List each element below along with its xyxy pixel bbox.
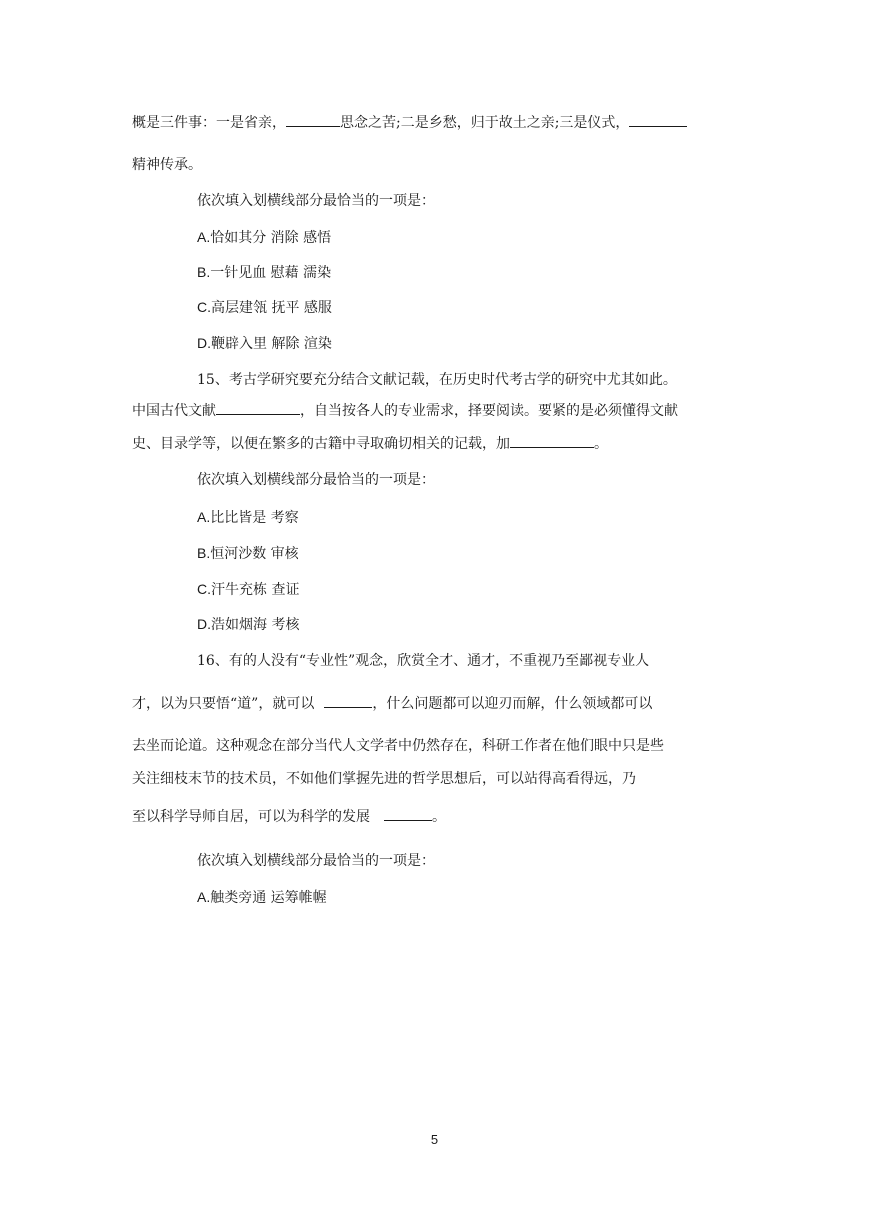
answer-blank xyxy=(629,112,687,127)
paragraph-line xyxy=(132,693,652,714)
page-number: 5 xyxy=(430,1132,439,1147)
answer-blank xyxy=(286,112,340,127)
text-segment: 。 xyxy=(432,809,446,825)
text-segment: 。 xyxy=(594,436,608,452)
option-b: B.恒河沙数 审核 xyxy=(197,545,299,562)
text-segment: 概是三件事：一是省亲， xyxy=(132,115,286,131)
answer-blank xyxy=(216,400,300,415)
paragraph-line: 关注细枝末节的技术员，不如他们掌握先进的哲学思想后，可以站得高看得远，乃 xyxy=(132,771,636,787)
option-d: D.鞭辟入里 解除 渲染 xyxy=(197,335,332,352)
paragraph-line xyxy=(132,400,678,421)
paragraph-line: 去坐而论道。这种观念在部分当代人文学者中仍然存在，科研工作者在他们眼中只是些 xyxy=(132,738,664,754)
option-b: B.一针见血 慰藉 濡染 xyxy=(197,264,332,281)
option-c: C.高层建瓴 抚平 感服 xyxy=(197,299,332,316)
answer-blank xyxy=(510,433,594,448)
question-prompt: 依次填入划横线部分最恰当的一项是： xyxy=(197,853,435,869)
question-prompt: 依次填入划横线部分最恰当的一项是： xyxy=(197,472,435,488)
paragraph-line xyxy=(132,806,446,827)
text-segment: 至以科学导师自居，可以为科学的发展 xyxy=(132,809,370,825)
option-a: A.触类旁通 运筹帷幄 xyxy=(197,889,327,906)
question-prompt: 依次填入划横线部分最恰当的一项是： xyxy=(197,193,435,209)
text-segment: ，什么问题都可以迎刃而解，什么领域都可以 xyxy=(372,696,653,712)
paragraph-line xyxy=(132,155,202,175)
option-a: A.比比皆是 考察 xyxy=(197,509,299,526)
question-15-stem: 15、考古学研究要充分结合文献记载，在历史时代考古学的研究中尤其如此。 xyxy=(197,372,677,388)
answer-blank xyxy=(384,806,432,821)
text-segment: 中国古代文献 xyxy=(132,403,216,419)
text-segment: 精神传承。 xyxy=(132,157,202,173)
option-d: D.浩如烟海 考核 xyxy=(197,616,300,633)
text-segment: ，自当按各人的专业需求，择要阅读。要紧的是必须懂得文献 xyxy=(300,403,678,419)
option-a: A.恰如其分 消除 感悟 xyxy=(197,229,332,246)
paragraph-line xyxy=(132,433,608,454)
option-c: C.汗牛充栋 查证 xyxy=(197,581,300,598)
text-segment: 史、目录学等，以便在繁多的古籍中寻取确切相关的记载，加 xyxy=(132,436,510,452)
answer-blank xyxy=(324,693,372,708)
text-segment: 思念之苦;二是乡愁，归于故土之亲;三是仪式， xyxy=(340,115,630,131)
question-16-stem: 16、有的人没有“专业性”观念，欣赏全才、通才，不重视乃至鄙视专业人 xyxy=(197,653,650,669)
paragraph-line xyxy=(132,112,687,133)
text-segment: 才，以为只要悟“道”，就可以 xyxy=(132,696,315,712)
